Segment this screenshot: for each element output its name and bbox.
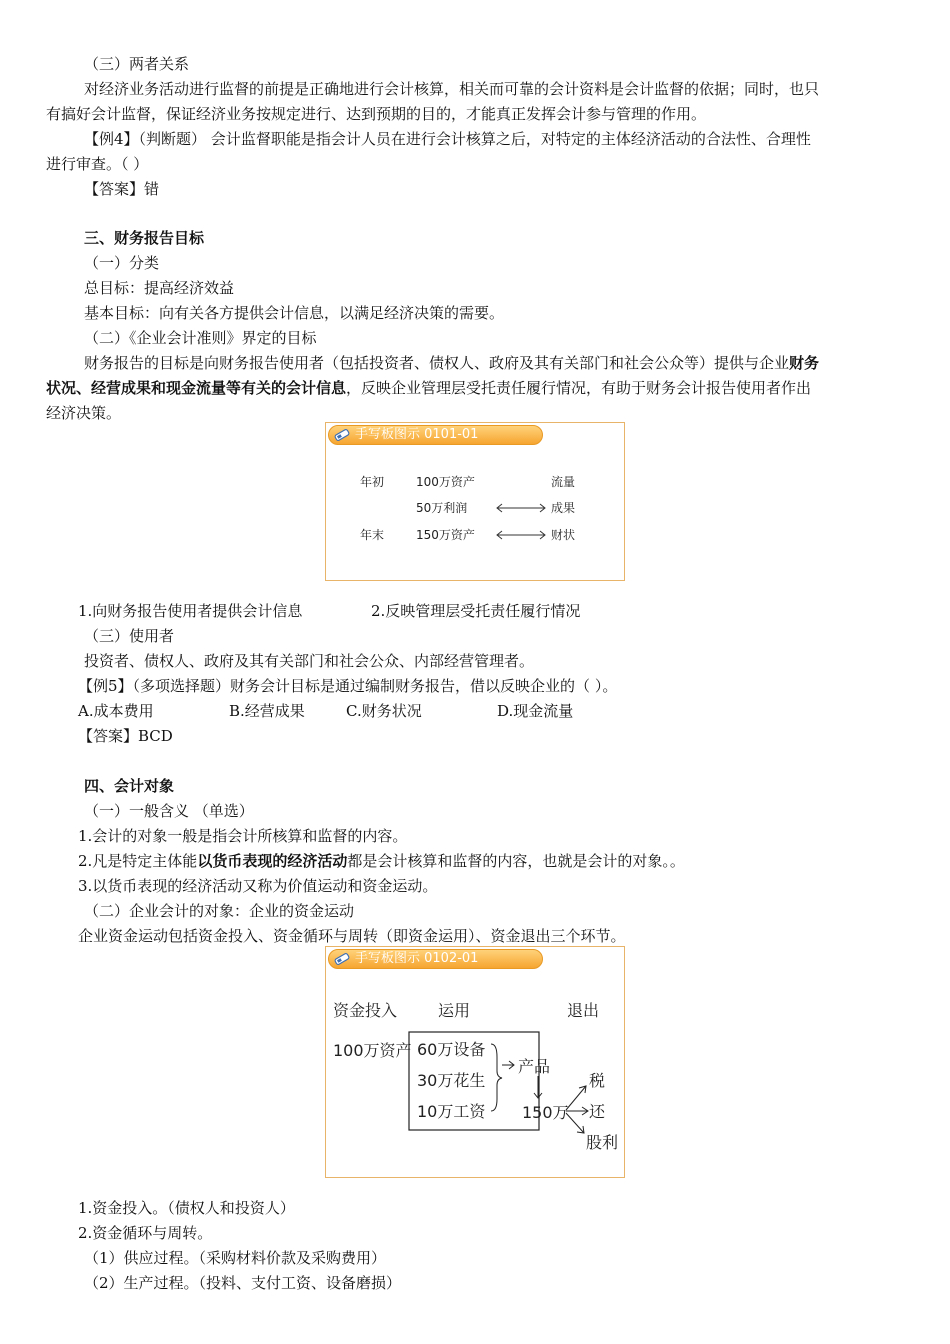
label-wage-10: 10万工资 [417,1102,486,1121]
flow-lines [326,947,626,1179]
label-peanut-30: 30万花生 [417,1071,486,1090]
label-use: 运用 [438,1001,471,1020]
list-item: 1.向财务报告使用者提供会计信息 [78,602,303,620]
paragraph-line [84,353,819,373]
text-run: 财务报告的目标是向财务报告使用者（包括投资者、债权人、政府及其有关部门和社会公众等）提供与企业 [84,354,790,372]
label-exit: 退出 [567,1001,600,1020]
option-c: C.财务状况 [346,702,422,720]
option-b: B.经营成果 [229,702,305,720]
label-result: 成果 [551,501,576,515]
paragraph-line: 对经济业务活动进行监督的前提是正确地进行会计核算，相关而可靠的会计资料是会计监督的依据；同时，也只 [84,80,820,98]
list-item: 3.以货币表现的经济活动又称为价值运动和资金运动。 [78,877,438,895]
label-asset-100: 100万资产 [416,475,475,489]
subsection-heading: （二）企业会计的对象：企业的资金运动 [84,902,355,920]
section-title: 四、会计对象 [84,777,175,795]
paragraph-line: 经济决策。 [46,404,122,422]
label-asset-100: 100万资产 [333,1041,412,1060]
label-invest: 资金投入 [333,1001,398,1020]
paragraph-line: 企业资金运动包括资金投入、资金循环与周转（即资金运用）、资金退出三个环节。 [78,927,626,945]
list-item: 1.会计的对象一般是指会计所核算和监督的内容。 [78,827,408,845]
paragraph-line [46,378,811,398]
paragraph-line: 总目标：提高经济效益 [84,279,235,297]
list-item: （2）生产过程。（投料、支付工资、设备磨损） [84,1274,402,1292]
label-repay: 还 [589,1102,606,1121]
pen-icon [334,427,352,443]
label-tax: 税 [589,1071,606,1090]
paragraph-line: 基本目标：向有关各方提供会计信息，以满足经济决策的需要。 [84,304,505,322]
subsection-heading: （一）一般含义 （单选） [84,802,254,820]
example-answer: 【答案】错 [84,180,160,198]
figure-badge [328,425,543,445]
emphasis-text: 财务 [789,354,820,372]
section-heading: （三）两者关系 [84,55,190,73]
label-position: 财状 [551,528,576,542]
handwriting-figure-0101 [325,422,625,581]
emphasis-text: 以货币表现的经济活动 [197,852,348,870]
option-d: D.现金流量 [497,702,574,720]
label-profit-50: 50万利润 [416,501,468,515]
double-arrow-icon [495,529,547,541]
label-asset-150: 150万资产 [416,528,475,542]
paragraph-line: 投资者、债权人、政府及其有关部门和社会公众、内部经营管理者。 [84,652,535,670]
text-run: 都是会计核算和监督的内容，也就是会计的对象。。 [347,852,685,870]
text-run: ，反映企业管理层受托责任履行情况，有助于财务会计报告使用者作出 [346,379,812,397]
list-item: （1）供应过程。（采购材料价款及采购费用） [84,1249,387,1267]
label-amount-150: 150万 [522,1103,569,1122]
list-item: 1.资金投入。（债权人和投资人） [78,1199,295,1217]
label-product: 产品 [518,1057,551,1076]
label-dividend: 股利 [586,1133,619,1152]
label-year-start: 年初 [360,475,385,489]
example-question: 【例4】（判断题） 会计监督职能是指会计人员在进行会计核算之后，对特定的主体经济活动的合法性、合理性 [84,130,811,148]
label-year-end: 年末 [360,528,385,542]
list-item: 2.反映管理层受托责任履行情况 [371,602,581,620]
label-equip-60: 60万设备 [417,1040,486,1059]
list-item [78,851,685,871]
label-flow: 流量 [551,475,576,489]
section-title: 三、财务报告目标 [84,229,205,247]
example-question: 进行审查。（ ） [46,155,149,173]
list-item: 2.资金循环与周转。 [78,1224,213,1242]
paragraph-line: 有搞好会计监督，保证经济业务按规定进行、达到预期的目的，才能真正发挥会计参与管理的作用。 [46,105,707,123]
figure-badge-label: 手写板图示 0101-01 [355,427,479,442]
emphasis-text: 状况、经营成果和现金流量等有关的会计信息 [46,379,347,397]
figure-badge-label: 手写板图示 0102-01 [355,951,479,966]
double-arrow-icon [495,502,547,514]
subsection-heading: （二）《企业会计准则》界定的目标 [84,329,317,347]
option-a: A.成本费用 [78,702,154,720]
text-run: 2.凡是特定主体能 [78,852,198,870]
example-question: 【例5】（多项选择题）财务会计目标是通过编制财务报告，借以反映企业的（ ）。 [78,677,618,695]
handwriting-figure-0102 [325,946,625,1178]
subsection-heading: （一）分类 [84,254,160,272]
subsection-heading: （三）使用者 [84,627,175,645]
example-answer: 【答案】BCD [78,727,173,745]
